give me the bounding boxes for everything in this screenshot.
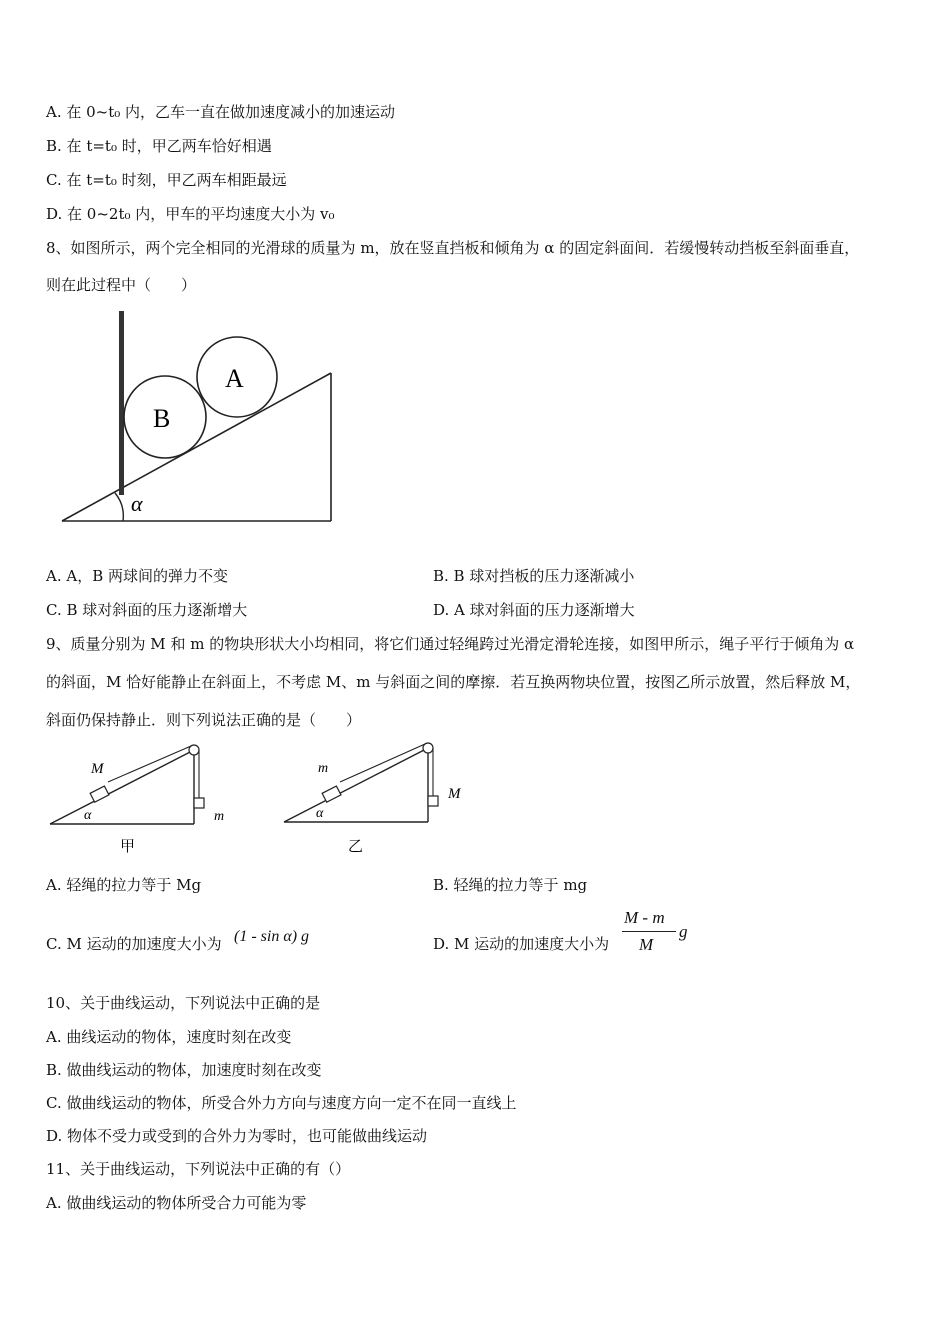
q9-option-c-text: C. M 运动的加速度大小为 [46,935,222,953]
q8-angle-label: α [131,491,143,516]
q9-stem-line3: 斜面仍保持静止．则下列说法正确的是（ ） [46,711,362,729]
q8-ball-a-label: A [225,364,244,393]
q8-vertical-board [119,311,124,495]
q9-jia-caption: 甲 [120,837,136,855]
q9-yi-label-slope: m [318,761,329,776]
q9-option-a: A. 轻绳的拉力等于 Mg [46,876,202,894]
q9-option-d-numerator: M - m [624,908,665,927]
q9-option-d-g: g [679,922,688,941]
q8-option-d: D. A 球对斜面的压力逐渐增大 [433,601,635,619]
q10-option-a: A. 曲线运动的物体，速度时刻在改变 [46,1028,292,1046]
q9-option-d-denominator: M [639,935,654,954]
q9-yi-block-on-slope [322,786,341,802]
q8-option-a: A. A，B 两球间的弹力不变 [46,567,228,585]
q8-option-b: B. B 球对挡板的压力逐渐减小 [433,567,635,585]
q11-option-a: A. 做曲线运动的物体所受合力可能为零 [46,1194,307,1212]
q8-figure [55,305,355,535]
q9-stem-line2: 的斜面，M 恰好能静止在斜面上，不考虑 M、m 与斜面之间的摩擦．若互换两物块位置，按图乙所示放置，然后释放 M， [46,673,861,691]
q11-stem: 11、关于曲线运动，下列说法中正确的有（） [46,1160,351,1178]
q9-yi-angle: α [316,806,324,821]
q7-option-a: A. 在 0~t₀ 内，乙车一直在做加速度减小的加速运动 [46,103,396,121]
q9-yi-label-hanging: M [448,786,461,802]
q7-option-b: B. 在 t=t₀ 时，甲乙两车恰好相遇 [46,137,272,155]
q7-option-d: D. 在 0~2t₀ 内，甲车的平均速度大小为 v₀ [46,205,335,223]
q9-jia-block-on-slope [90,786,109,802]
q9-option-b: B. 轻绳的拉力等于 mg [433,876,588,894]
q9-jia-hanging-block [194,798,204,808]
q8-ball-b-label: B [153,404,171,433]
q8-stem-line2: 则在此过程中（ ） [46,276,197,294]
q9-option-c-formula: (1 - sin α) g [234,928,310,945]
q9-figure-yi [282,738,482,858]
q9-yi-caption: 乙 [348,837,364,855]
q8-option-c: C. B 球对斜面的压力逐渐增大 [46,601,248,619]
q10-option-c: C. 做曲线运动的物体，所受合外力方向与速度方向一定不在同一直线上 [46,1094,517,1112]
q10-option-b: B. 做曲线运动的物体，加速度时刻在改变 [46,1061,322,1079]
q9-yi-hanging-block [428,796,438,806]
q9-jia-angle: α [84,808,92,823]
q8-stem-line1: 8、如图所示，两个完全相同的光滑球的质量为 m，放在竖直挡板和倾角为 α 的固定斜面间．若缓慢转动挡板至斜面垂直， [46,239,860,257]
q9-jia-label-slope: M [91,761,104,777]
q7-option-c: C. 在 t=t₀ 时刻，甲乙两车相距最远 [46,171,287,189]
q9-jia-label-hanging: m [214,809,225,824]
q9-stem-line1: 9、质量分别为 M 和 m 的物块形状大小均相同，将它们通过轻绳跨过光滑定滑轮连接，如图甲所示，绳子平行于倾角为 α [46,635,855,653]
q9-figure-jia [48,738,248,858]
q10-option-d: D. 物体不受力或受到的合外力为零时，也可能做曲线运动 [46,1127,428,1145]
q8-angle-arc [115,493,123,521]
q9-option-d-text: D. M 运动的加速度大小为 [433,935,610,953]
q9-option-d-fraction-bar [622,931,676,932]
q10-stem: 10、关于曲线运动，下列说法中正确的是 [46,994,321,1012]
